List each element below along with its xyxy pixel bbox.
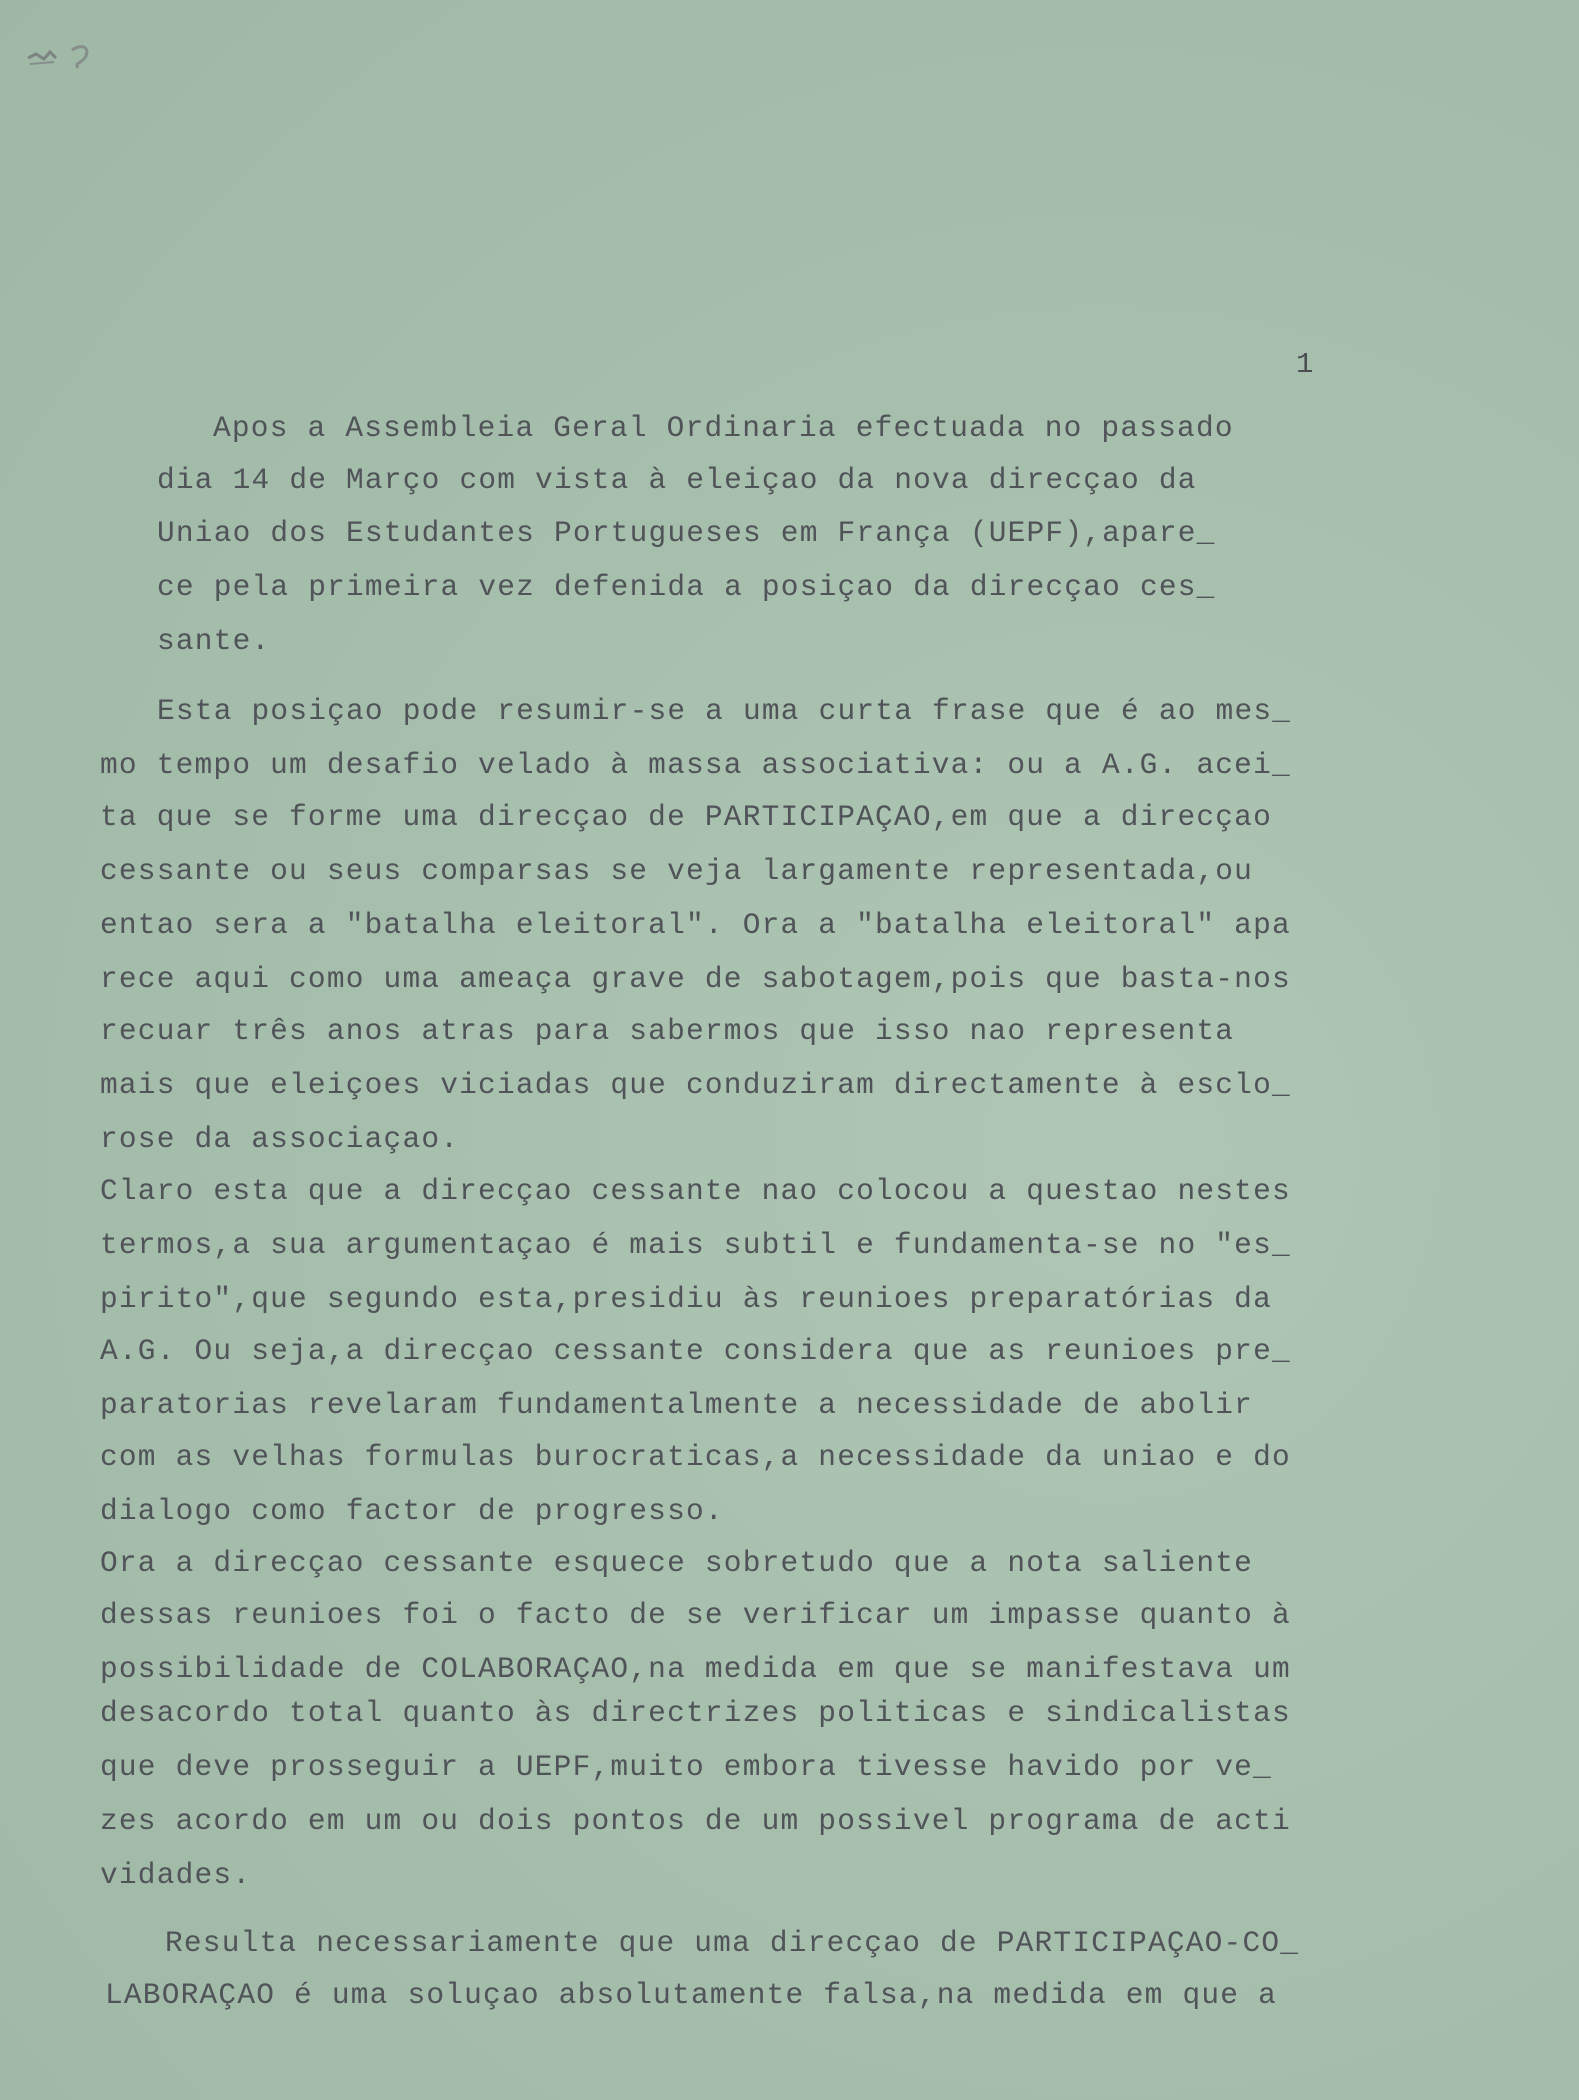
text-line: Resulta necessariamente que uma direcçao de PARTICIPAÇAO-CO_ <box>165 1926 1300 1960</box>
text-line: termos,a sua argumentaçao é mais subtil e fundamenta-se no "es_ <box>100 1228 1291 1262</box>
text-line: recuar três anos atras para sabermos que isso nao representa <box>100 1014 1235 1048</box>
text-line: Esta posiçao pode resumir-se a uma curta frase que é ao mes_ <box>157 694 1292 728</box>
text-line: possibilidade de COLABORAÇAO,na medida em que se manifestava um <box>100 1652 1291 1686</box>
text-line: ce pela primeira vez defenida a posiçao da direcçao ces_ <box>157 570 1216 604</box>
text-line: Apos a Assembleia Geral Ordinaria efectuada no passado <box>213 411 1234 445</box>
text-line: vidades. <box>100 1858 252 1892</box>
text-line: Uniao dos Estudantes Portugueses em França (UEPF),apare_ <box>157 516 1216 550</box>
text-line: dialogo como factor de progresso. <box>100 1494 724 1528</box>
text-line: zes acordo em um ou dois pontos de um possivel programa de acti <box>100 1804 1291 1838</box>
handwritten-corner-mark <box>24 40 104 72</box>
text-line: LABORAÇAO é uma soluçao absolutamente falsa,na medida em que a <box>105 1978 1277 2012</box>
text-line: pirito",que segundo esta,presidiu às reunioes preparatórias da <box>100 1282 1272 1316</box>
text-line: Claro esta que a direcçao cessante nao colocou a questao nestes <box>100 1174 1291 1208</box>
text-line: ta que se forme uma direcçao de PARTICIPAÇAO,em que a direcçao <box>100 800 1272 834</box>
text-line: com as velhas formulas burocraticas,a necessidade da uniao e do <box>100 1440 1291 1474</box>
text-line: paratorias revelaram fundamentalmente a necessidade de abolir <box>100 1388 1254 1422</box>
text-line: dia 14 de Março com vista à eleiçao da nova direcçao da <box>157 463 1197 497</box>
text-line: cessante ou seus comparsas se veja largamente representada,ou <box>100 854 1254 888</box>
text-line: A.G. Ou seja,a direcçao cessante considera que as reunioes pre_ <box>100 1334 1291 1368</box>
text-line: rose da associaçao. <box>100 1122 460 1156</box>
text-line: entao sera a "batalha eleitoral". Ora a "batalha eleitoral" apa <box>100 908 1291 942</box>
text-line: que deve prosseguir a UEPF,muito embora tivesse havido por ve_ <box>100 1750 1272 1784</box>
page-number: 1 <box>1296 348 1315 381</box>
text-line: dessas reunioes foi o facto de se verificar um impasse quanto à <box>100 1598 1291 1632</box>
text-line: mais que eleiçoes viciadas que conduziram directamente à esclo_ <box>100 1068 1291 1102</box>
text-line: sante. <box>157 624 271 658</box>
text-line: rece aqui como uma ameaça grave de sabotagem,pois que basta-nos <box>100 962 1291 996</box>
text-line: Ora a direcçao cessante esquece sobretudo que a nota saliente <box>100 1546 1254 1580</box>
text-line: mo tempo um desafio velado à massa associativa: ou a A.G. acei_ <box>100 748 1291 782</box>
text-line: desacordo total quanto às directrizes politicas e sindicalistas <box>100 1696 1291 1730</box>
